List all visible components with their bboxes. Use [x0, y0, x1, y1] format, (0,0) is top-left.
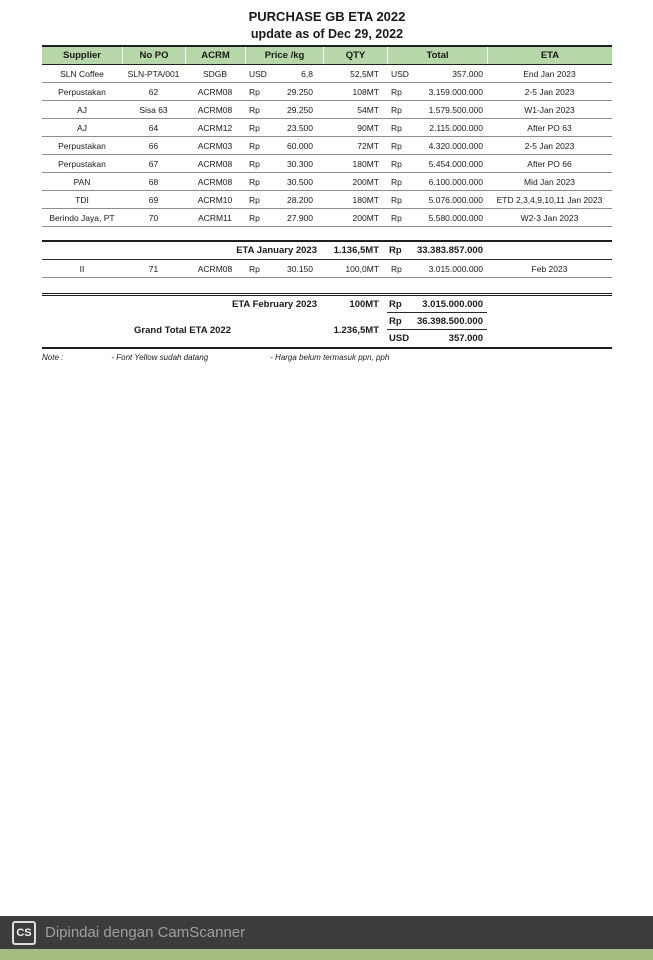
cell-total-value: 1.579.500.000 — [428, 104, 483, 115]
cell-supplier: Perpustakan — [58, 86, 106, 97]
cell-price-currency: Rp — [249, 140, 260, 151]
cell-eta: W2-3 Jan 2023 — [520, 212, 579, 223]
cell-supplier: Berindo Jaya, PT — [49, 212, 115, 223]
cell-no-po: 66 — [148, 140, 159, 151]
header-acrm: ACRM — [185, 47, 245, 64]
cell-price-value: 30.150 — [287, 263, 313, 274]
grand-total-rp-currency: Rp — [387, 313, 417, 330]
cell-price-value: 60.000 — [287, 140, 313, 151]
january-summary-row — [42, 240, 612, 260]
cell-qty: 200MT — [352, 212, 379, 223]
camscanner-watermark-text: Dipindai dengan CamScanner — [45, 924, 246, 941]
january-summary-eta — [487, 242, 612, 259]
header-total: Total — [387, 47, 487, 64]
table-body-february — [42, 260, 612, 278]
cell-total-currency: Rp — [391, 176, 402, 187]
cell-qty: 200MT — [352, 176, 379, 187]
table-row — [42, 83, 612, 101]
cell-acrm: SDGB — [202, 68, 228, 79]
header-price-kg: Price /kg — [245, 47, 323, 64]
cell-no-po: 71 — [148, 263, 159, 274]
table-row — [42, 209, 612, 227]
cell-no-po: 62 — [148, 86, 159, 97]
cell-total-currency: Rp — [391, 212, 402, 223]
february-summary-currency: Rp — [387, 296, 417, 313]
table-row — [42, 155, 612, 173]
grand-total-rp-value: 36.398.500.000 — [417, 313, 487, 330]
spacer — [42, 227, 612, 240]
cell-supplier: AJ — [77, 104, 87, 115]
january-summary-label: ETA January 2023 — [236, 245, 317, 256]
header-no-po: No PO — [122, 47, 185, 64]
grand-total-block — [42, 313, 612, 349]
grand-total-label: Grand Total ETA 2022 — [134, 324, 231, 336]
spacer — [42, 278, 612, 293]
bottom-green-strip — [0, 949, 653, 960]
cell-supplier: SLN Coffee — [60, 68, 104, 79]
grand-total-usd-currency: USD — [389, 333, 410, 344]
cell-acrm: ACRM08 — [197, 86, 233, 97]
cell-acrm: ACRM11 — [198, 212, 232, 223]
cell-price-currency: Rp — [249, 104, 260, 115]
cell-price-currency: USD — [249, 68, 267, 79]
table-row — [42, 101, 612, 119]
cell-total-value: 3.159.000.000 — [428, 86, 483, 97]
header-qty: QTY — [323, 47, 387, 64]
cell-eta: End Jan 2023 — [523, 68, 576, 79]
document-subtitle: update as of Dec 29, 2022 — [250, 27, 404, 41]
cell-price-value: 27.900 — [287, 212, 313, 223]
table-body-january — [42, 65, 612, 227]
note-label: Note : — [42, 353, 64, 362]
cell-price-currency: Rp — [249, 263, 260, 274]
cell-price-value: 28.200 — [287, 194, 313, 205]
cell-eta: After PO 63 — [527, 122, 572, 133]
cell-supplier: PAN — [73, 176, 91, 187]
cell-total-value: 3.015.000.000 — [428, 263, 483, 274]
cell-qty: 54MT — [357, 104, 379, 115]
cell-price-currency: Rp — [249, 158, 260, 169]
cell-supplier: Perpustakan — [58, 158, 106, 169]
table-row — [42, 191, 612, 209]
cell-eta: 2-5 Jan 2023 — [524, 86, 575, 97]
cell-price-value: 23.500 — [287, 122, 313, 133]
cell-supplier: AJ — [77, 122, 87, 133]
cell-qty: 100,0MT — [345, 263, 379, 274]
february-summary-total: 3.015.000.000 — [417, 296, 487, 313]
cell-eta: ETD 2,3,4,9,10,11 Jan 2023 — [496, 194, 603, 205]
table-header-row — [42, 45, 612, 65]
header-eta: ETA — [487, 47, 612, 64]
cell-acrm: ACRM10 — [197, 194, 233, 205]
cell-price-value: 6,8 — [301, 68, 313, 79]
cell-eta: Mid Jan 2023 — [523, 176, 576, 187]
cell-total-value: 5.454.000.000 — [428, 158, 483, 169]
cell-total-currency: Rp — [391, 140, 402, 151]
cell-total-value: 5.076.000.000 — [428, 194, 483, 205]
table-row — [42, 173, 612, 191]
cell-price-currency: Rp — [249, 194, 260, 205]
cell-qty: 52,5MT — [350, 68, 379, 79]
purchase-table — [42, 45, 612, 349]
grand-total-usd-value: 357.000 — [448, 333, 483, 344]
grand-total-qty: 1.236,5MT — [333, 324, 379, 336]
february-summary-row — [42, 293, 612, 313]
grand-total-eta — [487, 313, 612, 347]
cell-price-value: 29.250 — [287, 104, 313, 115]
cell-no-po: 67 — [148, 158, 159, 169]
cell-eta: 2-5 Jan 2023 — [524, 140, 575, 151]
cell-qty: 90MT — [357, 122, 379, 133]
cell-qty: 180MT — [352, 194, 379, 205]
cell-no-po: 64 — [148, 122, 159, 133]
february-summary-qty: 100MT — [349, 299, 379, 310]
cell-acrm: ACRM08 — [197, 263, 233, 274]
cell-price-value: 29.250 — [287, 86, 313, 97]
document-title: PURCHASE GB ETA 2022 — [248, 9, 406, 24]
cell-price-currency: Rp — [249, 212, 260, 223]
cell-total-currency: USD — [391, 68, 409, 79]
cell-total-value: 5.580.000.000 — [428, 212, 483, 223]
cell-eta: After PO 66 — [527, 158, 572, 169]
cell-no-po: 69 — [148, 194, 159, 205]
cell-acrm: ACRM08 — [197, 176, 233, 187]
note-item-1: - Font Yellow sudah datang — [111, 353, 209, 362]
cell-total-currency: Rp — [391, 263, 402, 274]
february-summary-eta — [487, 296, 612, 313]
cell-price-currency: Rp — [249, 86, 260, 97]
table-row — [42, 137, 612, 155]
cell-eta: W1-Jan 2023 — [524, 104, 575, 115]
cell-price-currency: Rp — [249, 176, 260, 187]
note-item-2: - Harga belum termasuk ppn, pph — [270, 353, 390, 362]
cell-no-po: 68 — [148, 176, 159, 187]
cell-qty: 180MT — [352, 158, 379, 169]
header-supplier: Supplier — [62, 50, 101, 61]
cell-total-value: 2.115.000.000 — [429, 122, 483, 133]
cell-total-currency: Rp — [391, 104, 402, 115]
document-page — [0, 0, 653, 362]
cell-total-currency: Rp — [391, 194, 402, 205]
cell-supplier: II — [79, 263, 85, 274]
camscanner-footer-bar — [0, 916, 653, 949]
february-summary-label: ETA February 2023 — [231, 299, 317, 310]
cell-eta: Feb 2023 — [531, 263, 568, 274]
cell-qty: 72MT — [357, 140, 379, 151]
cell-total-value: 357.000 — [452, 68, 483, 79]
cell-no-po: SLN-PTA/001 — [127, 68, 180, 79]
cell-price-value: 30.500 — [287, 176, 313, 187]
cell-acrm: ACRM08 — [197, 104, 233, 115]
table-row — [42, 65, 612, 83]
cell-total-currency: Rp — [391, 122, 402, 133]
camscanner-logo-icon: CS — [12, 921, 36, 945]
cell-total-currency: Rp — [391, 158, 402, 169]
cell-acrm: ACRM03 — [197, 140, 233, 151]
cell-no-po: Sisa 63 — [139, 104, 168, 115]
january-summary-total: 33.383.857.000 — [416, 245, 483, 256]
cell-acrm: ACRM12 — [197, 122, 233, 133]
cell-price-value: 30.300 — [287, 158, 313, 169]
cell-total-currency: Rp — [391, 86, 402, 97]
january-summary-qty: 1.136,5MT — [333, 245, 379, 256]
cell-price-currency: Rp — [249, 122, 260, 133]
cell-no-po: 70 — [148, 212, 159, 223]
table-row — [42, 119, 612, 137]
table-row — [42, 260, 612, 278]
cell-total-value: 6.100.000.000 — [428, 176, 483, 187]
cell-acrm: ACRM08 — [197, 158, 233, 169]
cell-qty: 108MT — [352, 86, 379, 97]
january-summary-currency: Rp — [389, 245, 402, 256]
cell-supplier: TDI — [75, 194, 89, 205]
note-line — [42, 353, 653, 362]
cell-supplier: Perpustakan — [58, 140, 106, 151]
cell-total-value: 4.320.000.000 — [428, 140, 483, 151]
